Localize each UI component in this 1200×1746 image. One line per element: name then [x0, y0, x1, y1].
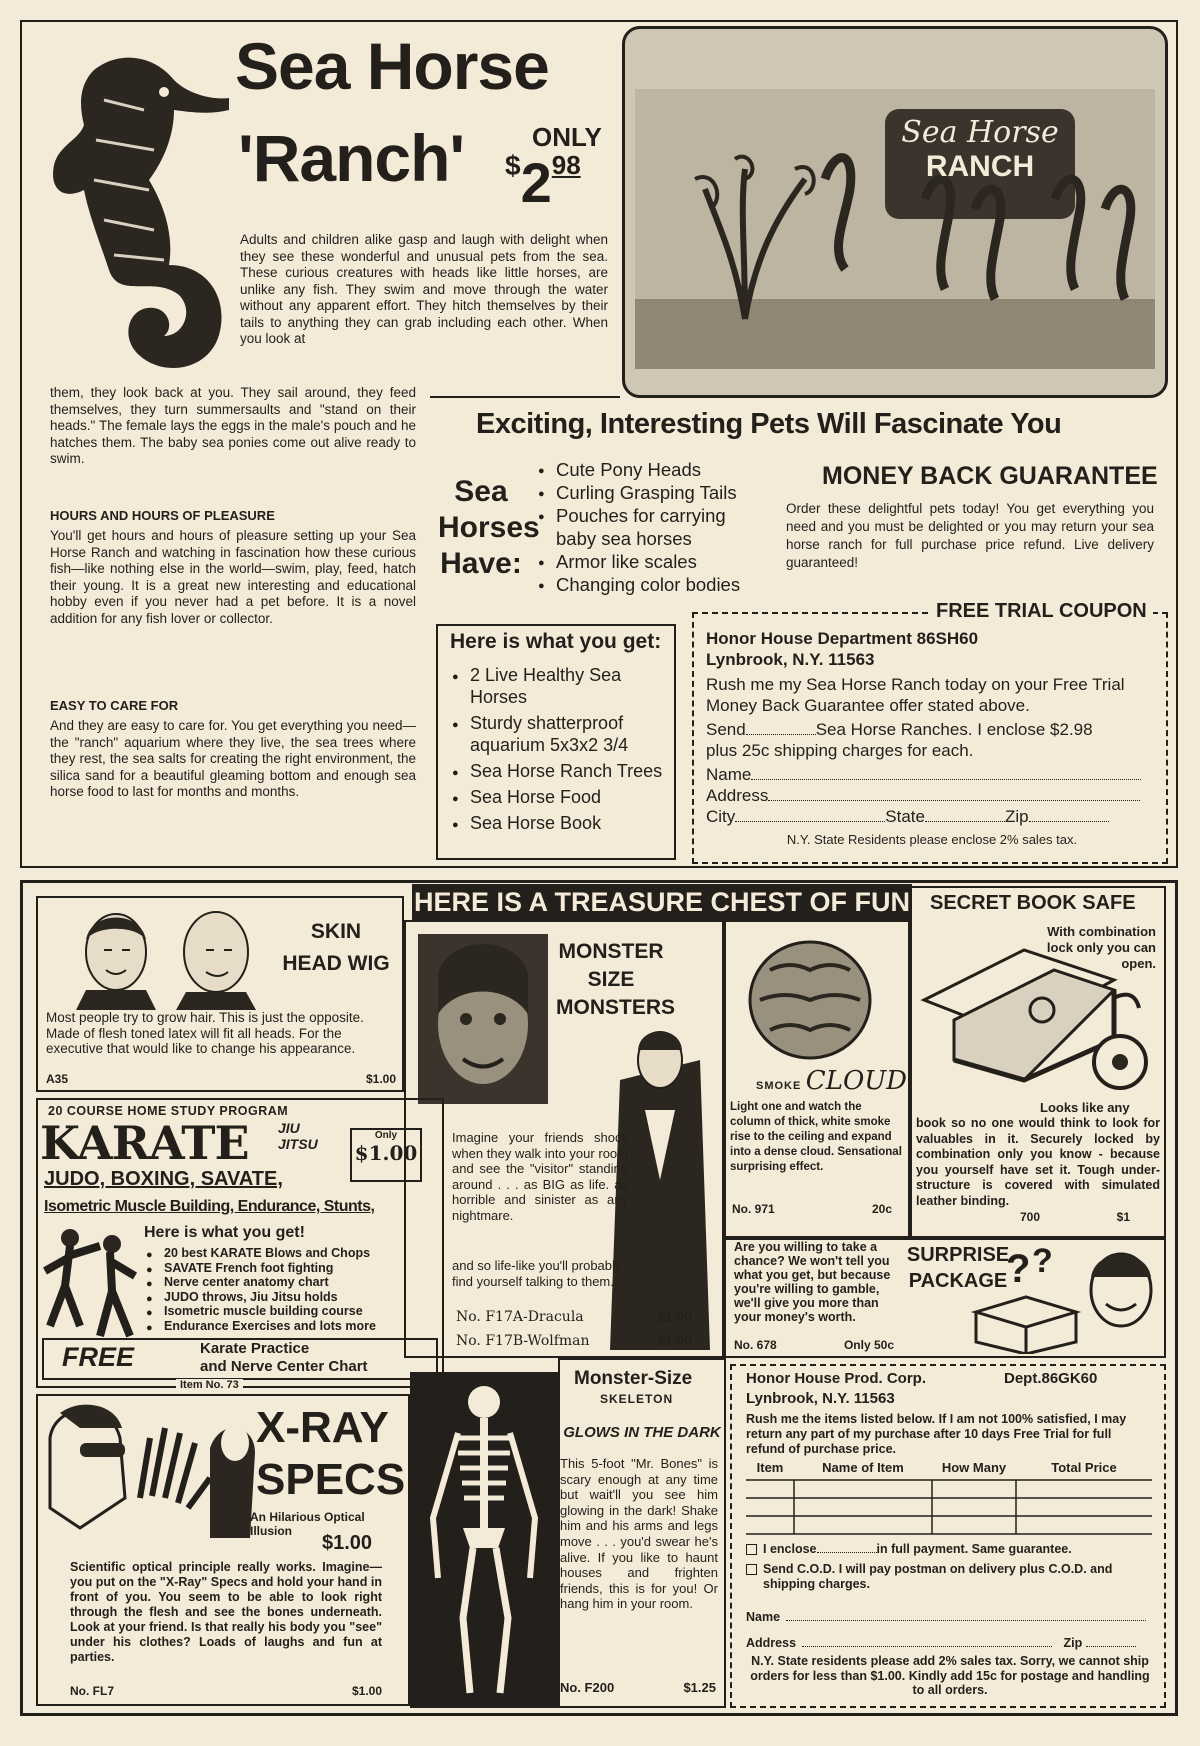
karate-get-title: Here is what you get!	[144, 1224, 305, 1241]
order-footer: N.Y. State residents please add 2% sales tax. Sorry, we cannot ship orders for less than $1.00. Kindly add 15c for postage and handling to all orders.	[750, 1654, 1150, 1697]
money-back-text: Order these delightful pets today! You get everything you need and you must be delighted or you may return your sea horse ranch for full purchase price refund. Live delivery guaranteed!	[786, 501, 1154, 570]
sea-horse-illustration	[24, 40, 234, 380]
only-label: ONLY	[532, 122, 602, 152]
monsters-text-2: and so life-like you'll probably find yourself talking to them.	[452, 1258, 622, 1289]
what-you-get-title: Here is what you get:	[450, 630, 662, 653]
smoke-text: Light one and watch the column of thick, white smoke rise to the ceiling and expand into a dense cloud. Sensational surprising effect.	[730, 1101, 902, 1173]
hours-heading: HOURS AND HOURS OF PLEASURE	[50, 508, 275, 523]
book-safe-title: SECRET BOOK SAFE	[930, 892, 1136, 914]
skeleton-illustration	[418, 1378, 550, 1704]
svg-text:?: ?	[1032, 1242, 1053, 1280]
smoke-label-2: CLOUD	[805, 1066, 908, 1096]
state-label: State	[885, 807, 925, 826]
free-text-1: Karate Practice	[200, 1340, 310, 1357]
have-line-2: Horses	[438, 511, 540, 544]
cod-checkbox[interactable]	[746, 1564, 757, 1575]
city-label: City	[706, 807, 736, 826]
surprise-item-row	[734, 1338, 894, 1352]
order-name-field[interactable]	[786, 1620, 1146, 1621]
aquarium-photo	[622, 26, 1168, 398]
monsters-text: Imagine your friends shock when they walk into your room and see the "visitor" standing around . . . as BIG as life. as horrible and sinister as any nightmare.	[452, 1130, 628, 1223]
karate-price: $1.00	[354, 1141, 418, 1165]
coupon-send	[706, 719, 1158, 740]
xray-illustration	[40, 1398, 266, 1538]
skeleton-price: $1.25	[683, 1680, 716, 1695]
order-zip-field[interactable]	[1086, 1646, 1136, 1647]
treasure-banner: HERE IS A TREASURE CHEST OF FUN	[412, 884, 912, 920]
skeleton-sub: SKELETON	[600, 1392, 674, 1406]
book-safe-illustration	[914, 940, 1160, 1100]
order-address-label: Address	[746, 1636, 797, 1650]
order-zip-label: Zip	[1063, 1636, 1083, 1650]
order-address-row	[746, 1636, 1152, 1650]
xray-text: Scientific optical principle really works. Imagine—you put on the "X-Ray" Specs and hold your hand in front of you. You seem to be able to look right through the flesh and see the bones underneath. Look at your friend. Is that really his body you "see" under his clothes? Loads of laughs and fun at parties.	[70, 1560, 382, 1664]
hours-text: You'll get hours and hours of pleasure setting up your Sea Horse Ranch and watching in fascination how these curious fish—like nothing else in the world—swim, play, feed, hatch their young. It is a great new interesting and educational hobby even if you never had a pet before. It is a novel addition for any fish lover or collector.	[50, 528, 416, 626]
karate-item: ● 20 best KARATE Blows and Chops	[144, 1246, 444, 1261]
easy-heading: EASY TO CARE FOR	[50, 698, 179, 713]
skeleton-text: This 5-foot "Mr. Bones" is scary enough at any time but wait'll you see him glowing in the dark! Shake him and his arms and legs move . . . you'd swear he's alive. If you like to haunt houses and frighten friends, this is for you! Or hang him in your room.	[560, 1456, 718, 1612]
smoke-item-row	[732, 1202, 892, 1216]
get-item: ● Sea Horse Ranch Trees	[450, 760, 670, 782]
karate-price-box	[350, 1128, 422, 1182]
col-total: Total Price	[1051, 1460, 1117, 1475]
surprise-title-1: SURPRISE	[906, 1244, 1010, 1266]
intro-text-b: them, they look back at you. They sail around, they feed themselves, they turn summersaults and "stand on their heads." The female lays the eggs in the male's pouch and he hatches them. The baby sea ponies come out alive ready to swim.	[50, 385, 416, 466]
monster-item-1-price: $1.00	[656, 1308, 692, 1324]
cod-row	[746, 1562, 1156, 1592]
karate-item: ● Endurance Exercises and lots more	[144, 1319, 444, 1334]
city-field[interactable]	[735, 821, 885, 822]
free-text-2: and Nerve Center Chart	[200, 1358, 368, 1375]
xray-title-1: X-RAY	[256, 1403, 389, 1452]
order-table[interactable]	[746, 1460, 1152, 1539]
name-field[interactable]	[751, 779, 1141, 780]
easy-text: And they are easy to care for. You get everything you need—the "ranch" aquarium where they live, the sea trees where they rest, the sea salts for creating the right environment, the silica sand for a beautiful gleaming bottom and enough sea horse food to last for months and months.	[50, 718, 416, 799]
enclose-row	[746, 1542, 1156, 1556]
surprise-package-illustration	[966, 1242, 1162, 1354]
sea-horse-title: Sea Horse	[235, 29, 549, 103]
wig-title-1: SKIN	[310, 920, 362, 943]
send-rest: Sea Horse Ranches. I enclose $2.98	[815, 720, 1093, 739]
smoke-label-1: SMOKE	[756, 1080, 802, 1092]
book-safe-text: book so no one would think to look for valuables in it. Securely locked by combination only you know - because you yourself have set it. Tough under-structure is covered with simulated leather binding.	[916, 1116, 1160, 1208]
feature-item: ● Changing color bodies	[536, 573, 766, 596]
monsters-title-3: MONSTERS	[556, 996, 676, 1019]
col-name: Name of Item	[822, 1460, 904, 1475]
enclose-label: I enclose	[763, 1542, 817, 1556]
xray-title-2: SPECS	[256, 1455, 406, 1504]
features-list	[536, 458, 766, 596]
monster-item-2-price: $1.00	[656, 1332, 692, 1348]
order-address-field[interactable]	[802, 1646, 1052, 1647]
exciting-headline: Exciting, Interesting Pets Will Fascinate You	[476, 408, 1062, 440]
monster-item-2	[456, 1332, 692, 1349]
coupon-dept: Honor House Department 86SH60	[706, 629, 979, 648]
send-qty-field[interactable]	[746, 734, 816, 735]
coupon-name-row	[706, 764, 1158, 785]
get-item: ● Sturdy shatterproof aquarium 5x3x2 3/4	[450, 712, 670, 756]
tank-label	[887, 115, 1073, 184]
karate-item: ● Isometric muscle building course	[144, 1304, 444, 1319]
feature-item: ● Pouches for carrying baby sea horses	[536, 504, 736, 550]
ranch-title: 'Ranch'	[238, 121, 465, 195]
monsters-title-2: SIZE	[587, 968, 635, 991]
tank-label-ranch: RANCH	[925, 150, 1035, 183]
surprise-title-2: PACKAGE	[908, 1270, 1008, 1292]
feature-item: ● Armor like scales	[536, 550, 766, 573]
karate-items-list	[144, 1246, 444, 1333]
coupon-body	[706, 628, 1158, 850]
wolfman-illustration	[418, 934, 548, 1104]
xray-item-price: $1.00	[351, 1684, 382, 1698]
xray-sub: An Hilarious Optical Illusion	[250, 1510, 365, 1538]
what-you-get-list	[450, 664, 670, 834]
zip-field[interactable]	[1029, 821, 1109, 822]
coupon-title: FREE TRIAL COUPON	[930, 600, 1153, 623]
smoke-item-no: No. 971	[732, 1202, 775, 1216]
monsters-title	[556, 938, 676, 1022]
order-name-row	[746, 1610, 1152, 1624]
name-label: Name	[706, 765, 752, 784]
xray-price: $1.00	[322, 1532, 373, 1554]
have-line-1: Sea	[454, 475, 508, 508]
monsters-title-1: MONSTER	[558, 940, 664, 963]
free-chart-text	[200, 1340, 368, 1376]
enclose-rest: in full payment. Same guarantee.	[876, 1542, 1072, 1556]
coupon-city: Lynbrook, N.Y. 11563	[706, 650, 875, 669]
karate-title: KARATE	[40, 1116, 249, 1170]
sea-horses-have	[438, 474, 540, 582]
coupon-rush: Rush me my Sea Horse Ranch today on your Free Trial Money Back Guarantee offer stated above.	[706, 675, 1125, 715]
wig-title	[276, 916, 396, 980]
monster-item-1-no: No. F17A-Dracula	[456, 1309, 584, 1325]
book-safe-price: $1	[1116, 1210, 1130, 1224]
xray-title	[256, 1402, 405, 1506]
coupon-city-row	[706, 806, 1158, 827]
book-safe-item-no: 700	[1020, 1210, 1041, 1224]
monster-item-1	[456, 1308, 692, 1325]
book-safe-text-a: Looks like any	[1040, 1100, 1130, 1115]
karate-line-3: Isometric Muscle Building, Endurance, Stunts,	[44, 1198, 375, 1215]
order-rush: Rush me the items listed below. If I am not 100% satisfied, I may return any part of my purchase after 10 days Free Trial for full refund of purchase price.	[746, 1412, 1127, 1456]
karate-item: ● JUDO throws, Jiu Jitsu holds	[144, 1290, 444, 1305]
jiu-jitsu-label: JIU JITSU	[278, 1120, 318, 1152]
get-item: ● Sea Horse Food	[450, 786, 670, 808]
order-dept: Dept.86GK60	[1004, 1370, 1098, 1387]
skeleton-title: Monster-Size	[574, 1368, 693, 1389]
surprise-item-no: No. 678	[734, 1338, 777, 1352]
book-safe-sub: With combination lock only you can open.	[1046, 924, 1156, 971]
price-dollar: $	[505, 150, 521, 181]
surprise-price: Only 50c	[843, 1338, 894, 1352]
smoke-price: 20c	[871, 1202, 892, 1216]
smoke-label	[756, 1066, 907, 1096]
karate-only: Only	[374, 1130, 398, 1141]
tank-label-script: Sea Horse	[901, 115, 1059, 150]
skeleton-item-no: No. F200	[560, 1680, 615, 1695]
order-company: Honor House Prod. Corp.	[746, 1370, 926, 1387]
coupon-address-row	[706, 785, 1158, 806]
col-item: Item	[756, 1460, 784, 1475]
price-int: 2	[520, 151, 552, 214]
karate-course: 20 COURSE HOME STUDY PROGRAM	[48, 1104, 289, 1118]
smoke-cloud-illustration	[730, 930, 900, 1080]
monster-item-2-no: No. F17B-Wolfman	[456, 1333, 590, 1349]
order-table-grid[interactable]	[746, 1478, 1152, 1536]
wig-text: Most people try to grow hair. This is just the opposite. Made of flesh toned latex will fit all heads. For the executive that would like to change his appearance.	[46, 1010, 364, 1056]
price-cents: 98	[551, 150, 581, 180]
feature-item: ● Cute Pony Heads	[536, 458, 766, 481]
xray-item-no: No. FL7	[70, 1684, 114, 1698]
get-item: ● Sea Horse Book	[450, 812, 670, 834]
karate-item-no: Item No. 73	[176, 1379, 243, 1391]
book-safe-item-row	[1020, 1210, 1130, 1224]
wig-faces-illustration	[56, 900, 276, 1010]
have-line-3: Have:	[440, 547, 522, 580]
state-field[interactable]	[925, 821, 1005, 822]
intro-text-a: Adults and children alike gasp and laugh with delight when they see these wonderful and unusual pets from the sea. These curious creatures with heads like little horses, are unlike any fish. They swim and move through the water without any apparent effort. They hitch themselves by their tails to anything they can grab including each other. When you look at	[240, 232, 608, 346]
zip-label: Zip	[1004, 807, 1029, 826]
karate-line-2: JUDO, BOXING, SAVATE,	[44, 1168, 283, 1190]
send-label: Send	[706, 720, 746, 739]
feature-item: ● Curling Grasping Tails	[536, 481, 766, 504]
address-label: Address	[706, 786, 769, 805]
surprise-text: Are you willing to take a chance? We won't tell you what you get, but because you're willing to gamble, we'll give you more than your money's worth.	[734, 1240, 891, 1324]
order-table-header	[746, 1460, 1152, 1478]
karate-item: ● Nerve center anatomy chart	[144, 1275, 444, 1290]
skeleton-item-row	[560, 1680, 716, 1695]
divider-line	[430, 396, 620, 398]
karate-fighters-illustration	[40, 1226, 140, 1346]
wig-title-2: HEAD WIG	[282, 952, 390, 975]
karate-item: ● SAVATE French foot fighting	[144, 1261, 444, 1276]
coupon-ship: plus 25c shipping charges for each.	[706, 741, 974, 760]
cod-label: Send C.O.D. I will pay postman on delivery plus C.O.D. and shipping charges.	[763, 1562, 1113, 1591]
enclose-checkbox[interactable]	[746, 1544, 757, 1555]
xray-item-row	[70, 1684, 382, 1698]
price-tag	[505, 150, 581, 215]
wig-item-row	[46, 1072, 396, 1086]
svg-text:?: ?	[1006, 1247, 1031, 1291]
free-label: FREE	[62, 1342, 135, 1372]
money-back-title: MONEY BACK GUARANTEE	[822, 462, 1158, 490]
get-item: ● 2 Live Healthy Sea Horses	[450, 664, 670, 708]
enclose-amount-field[interactable]	[817, 1552, 877, 1553]
col-how-many: How Many	[941, 1460, 1007, 1475]
wig-item-no: A35	[46, 1072, 69, 1086]
wig-price: $1.00	[365, 1072, 396, 1086]
coupon-tax: N.Y. State Residents please enclose 2% sales tax.	[786, 832, 1078, 847]
order-city: Lynbrook, N.Y. 11563	[746, 1390, 895, 1407]
order-name-label: Name	[746, 1610, 781, 1624]
address-field[interactable]	[768, 800, 1140, 801]
skeleton-glow: GLOWS IN THE DARK	[563, 1424, 721, 1441]
